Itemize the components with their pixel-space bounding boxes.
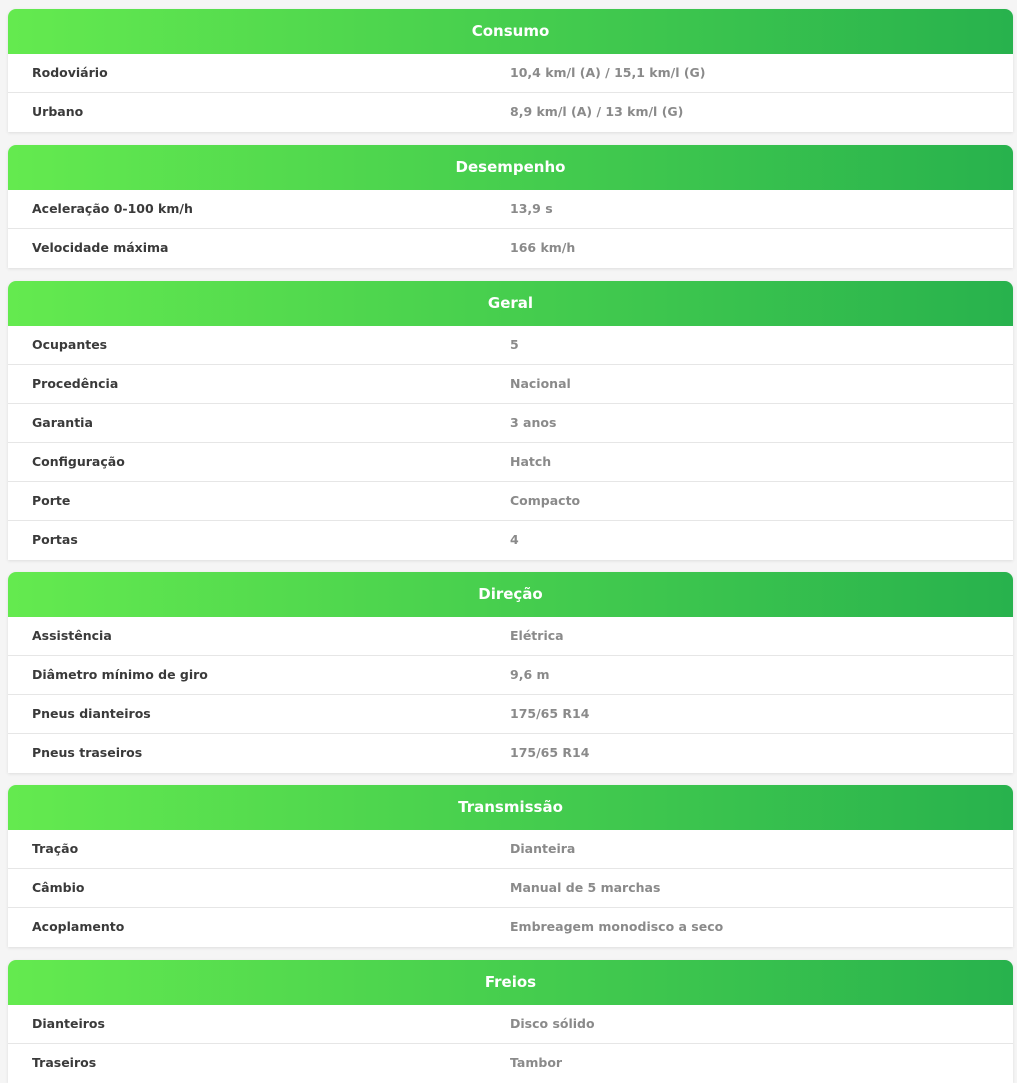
spec-section [8,9,1013,132]
spec-label: Pneus traseiros [32,745,143,760]
spec-label: Portas [32,532,78,547]
spec-label: Câmbio [32,880,85,895]
spec-row [8,1005,1013,1044]
spec-value: 9,6 m [510,667,550,682]
spec-value: Compacto [510,493,581,508]
spec-value: 5 [510,337,519,352]
spec-label: Urbano [32,104,84,119]
section-header: Freios [8,960,1013,1005]
spec-section [8,281,1013,560]
spec-row [8,404,1013,443]
spec-label: Dianteiros [32,1016,105,1031]
spec-label: Procedência [32,376,119,391]
spec-value: 175/65 R14 [510,706,590,721]
spec-section [8,785,1013,947]
section-header: Direção [8,572,1013,617]
spec-value: Manual de 5 marchas [510,880,661,895]
spec-label: Porte [32,493,71,508]
spec-row [8,869,1013,908]
spec-value: Elétrica [510,628,564,643]
spec-label: Garantia [32,415,93,430]
spec-label: Acoplamento [32,919,125,934]
spec-value: 175/65 R14 [510,745,590,760]
spec-value: Disco sólido [510,1016,595,1031]
spec-row [8,365,1013,404]
spec-label: Tração [32,841,79,856]
spec-row [8,908,1013,947]
spec-label: Configuração [32,454,125,469]
spec-label: Diâmetro mínimo de giro [32,667,208,682]
spec-value: 8,9 km/l (A) / 13 km/l (G) [510,104,684,119]
spec-value: 10,4 km/l (A) / 15,1 km/l (G) [510,65,706,80]
section-header: Transmissão [8,785,1013,830]
spec-label: Traseiros [32,1055,97,1070]
spec-row [8,443,1013,482]
spec-label: Ocupantes [32,337,108,352]
spec-row [8,190,1013,229]
spec-label: Velocidade máxima [32,240,169,255]
spec-value: 3 anos [510,415,557,430]
spec-label: Aceleração 0-100 km/h [32,201,193,216]
spec-value: 13,9 s [510,201,553,216]
spec-value: 166 km/h [510,240,576,255]
spec-section [8,572,1013,773]
spec-value: Nacional [510,376,571,391]
spec-row [8,617,1013,656]
spec-label: Rodoviário [32,65,108,80]
spec-row [8,1044,1013,1083]
spec-row [8,656,1013,695]
spec-row [8,734,1013,773]
spec-value: Hatch [510,454,552,469]
spec-row [8,482,1013,521]
spec-row [8,54,1013,93]
spec-label: Assistência [32,628,112,643]
spec-value: 4 [510,532,519,547]
section-header: Desempenho [8,145,1013,190]
section-header: Geral [8,281,1013,326]
spec-label: Pneus dianteiros [32,706,151,721]
spec-row [8,521,1013,560]
spec-value: Embreagem monodisco a seco [510,919,724,934]
spec-section [8,960,1013,1083]
spec-section [8,145,1013,268]
spec-row [8,830,1013,869]
spec-row [8,229,1013,268]
spec-row [8,326,1013,365]
spec-row [8,695,1013,734]
section-header: Consumo [8,9,1013,54]
spec-row [8,93,1013,132]
spec-value: Tambor [510,1055,563,1070]
spec-value: Dianteira [510,841,576,856]
